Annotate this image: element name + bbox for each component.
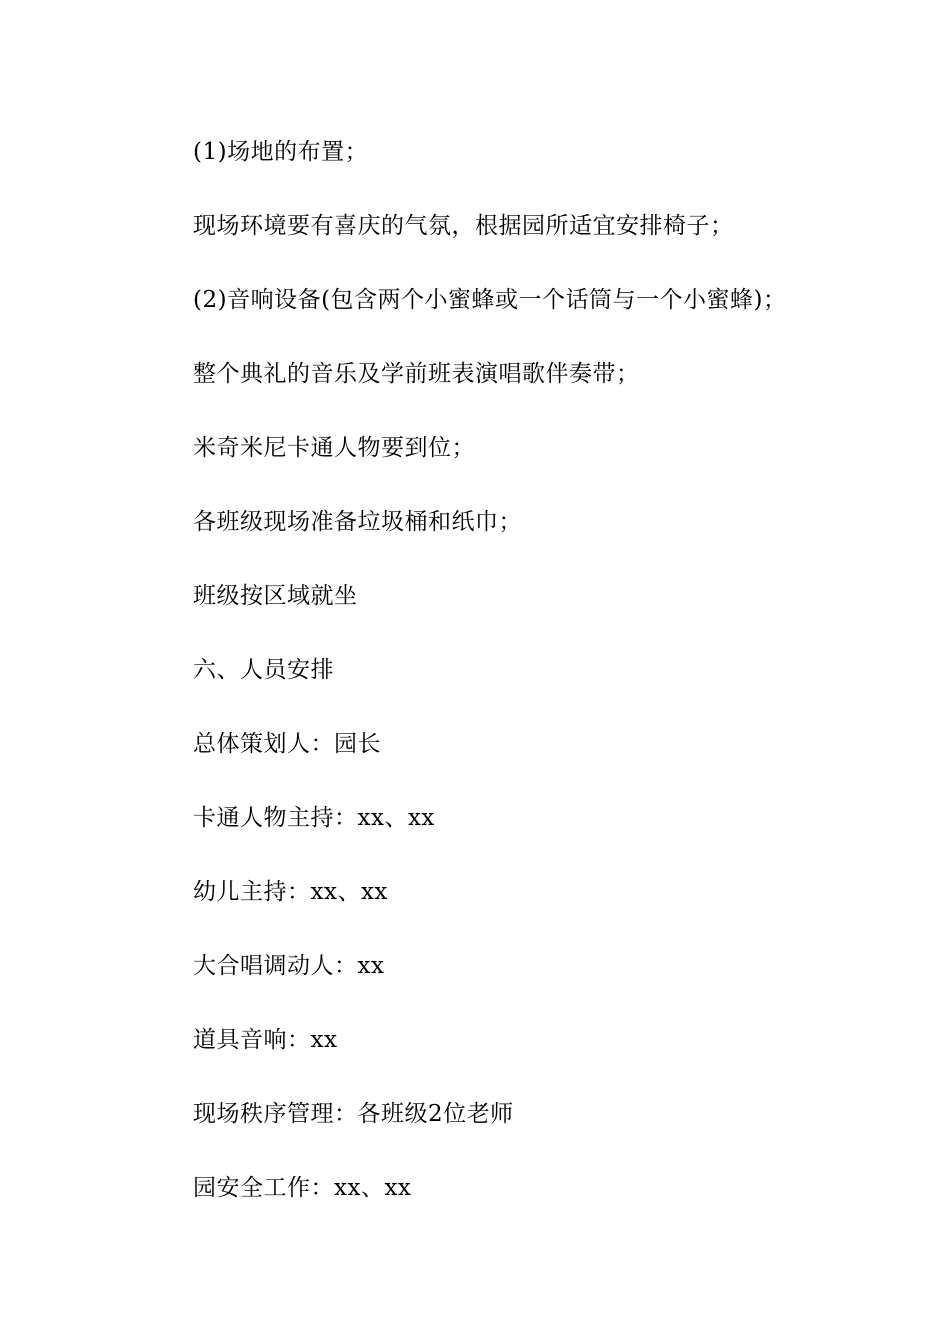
child-host-text: 幼儿主持：xx、xx [193, 879, 388, 905]
staff-arrangement-heading: 六、人员安排 [193, 657, 334, 683]
general-planner-text: 总体策划人：园长 [193, 731, 381, 757]
ceremony-music-text: 整个典礼的音乐及学前班表演唱歌伴奏带； [193, 361, 640, 387]
document-body [193, 134, 833, 1244]
audio-equipment-heading: (2)音响设备(包含两个小蜜蜂或一个话筒与一个小蜜蜂)； [193, 287, 787, 313]
cartoon-host-text: 卡通人物主持：xx、xx [193, 805, 435, 831]
seating-text: 班级按区域就坐 [193, 583, 358, 609]
venue-environment-text: 现场环境要有喜庆的气氛，根据园所适宜安排椅子； [193, 213, 734, 239]
venue-setup-heading: (1)场地的布置； [193, 139, 369, 165]
props-audio-text: 道具音响：xx [193, 1027, 338, 1053]
trash-and-tissue-text: 各班级现场准备垃圾桶和纸巾； [193, 509, 522, 535]
order-management-text: 现场秩序管理：各班级2位老师 [193, 1101, 514, 1127]
cartoon-characters-text: 米奇米尼卡通人物要到位； [193, 435, 475, 461]
chorus-coordinator-text: 大合唱调动人：xx [193, 953, 385, 979]
safety-work-text: 园安全工作：xx、xx [193, 1175, 412, 1201]
